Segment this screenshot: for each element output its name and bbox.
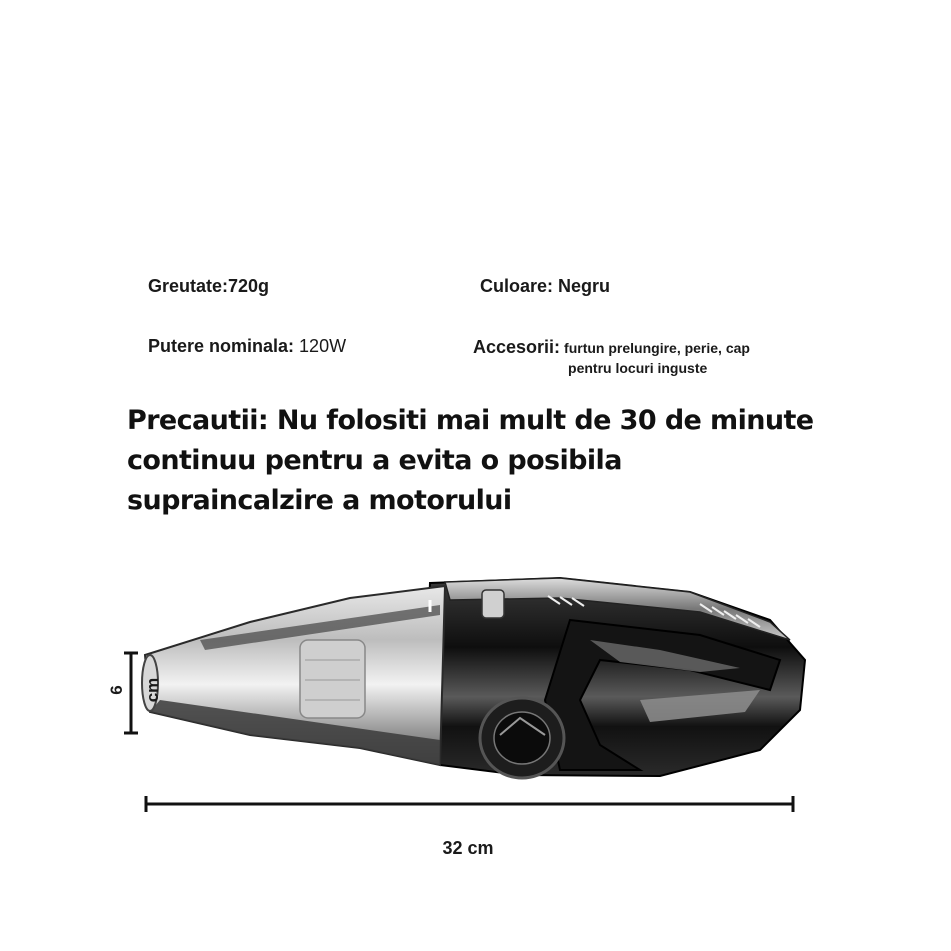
accessories-value-line1: furtun prelungire, perie, cap bbox=[564, 340, 750, 356]
accessories-value-line2: pentru locuri inguste bbox=[568, 360, 708, 376]
height-dimension-label: 6 cm bbox=[107, 677, 162, 703]
power-label: Putere nominala: bbox=[148, 336, 295, 356]
power-button bbox=[482, 590, 504, 618]
precaution-text: Precautii: Nu folositi mai mult de 30 de minute continuu pentru a evita o posibila supraincalzire a motorului bbox=[127, 405, 814, 516]
weight-label: Greutate: bbox=[148, 276, 229, 296]
vacuum-filter bbox=[300, 640, 365, 718]
color-label: Culoare: bbox=[480, 276, 554, 296]
length-dimension-bar bbox=[146, 796, 793, 812]
length-dimension-label: 32 cm bbox=[442, 838, 494, 858]
accessories-label: Accesorii: bbox=[473, 337, 561, 357]
weight-value: 720g bbox=[228, 276, 270, 296]
power-value: 120W bbox=[299, 336, 347, 356]
color-value: Negru bbox=[558, 276, 611, 296]
